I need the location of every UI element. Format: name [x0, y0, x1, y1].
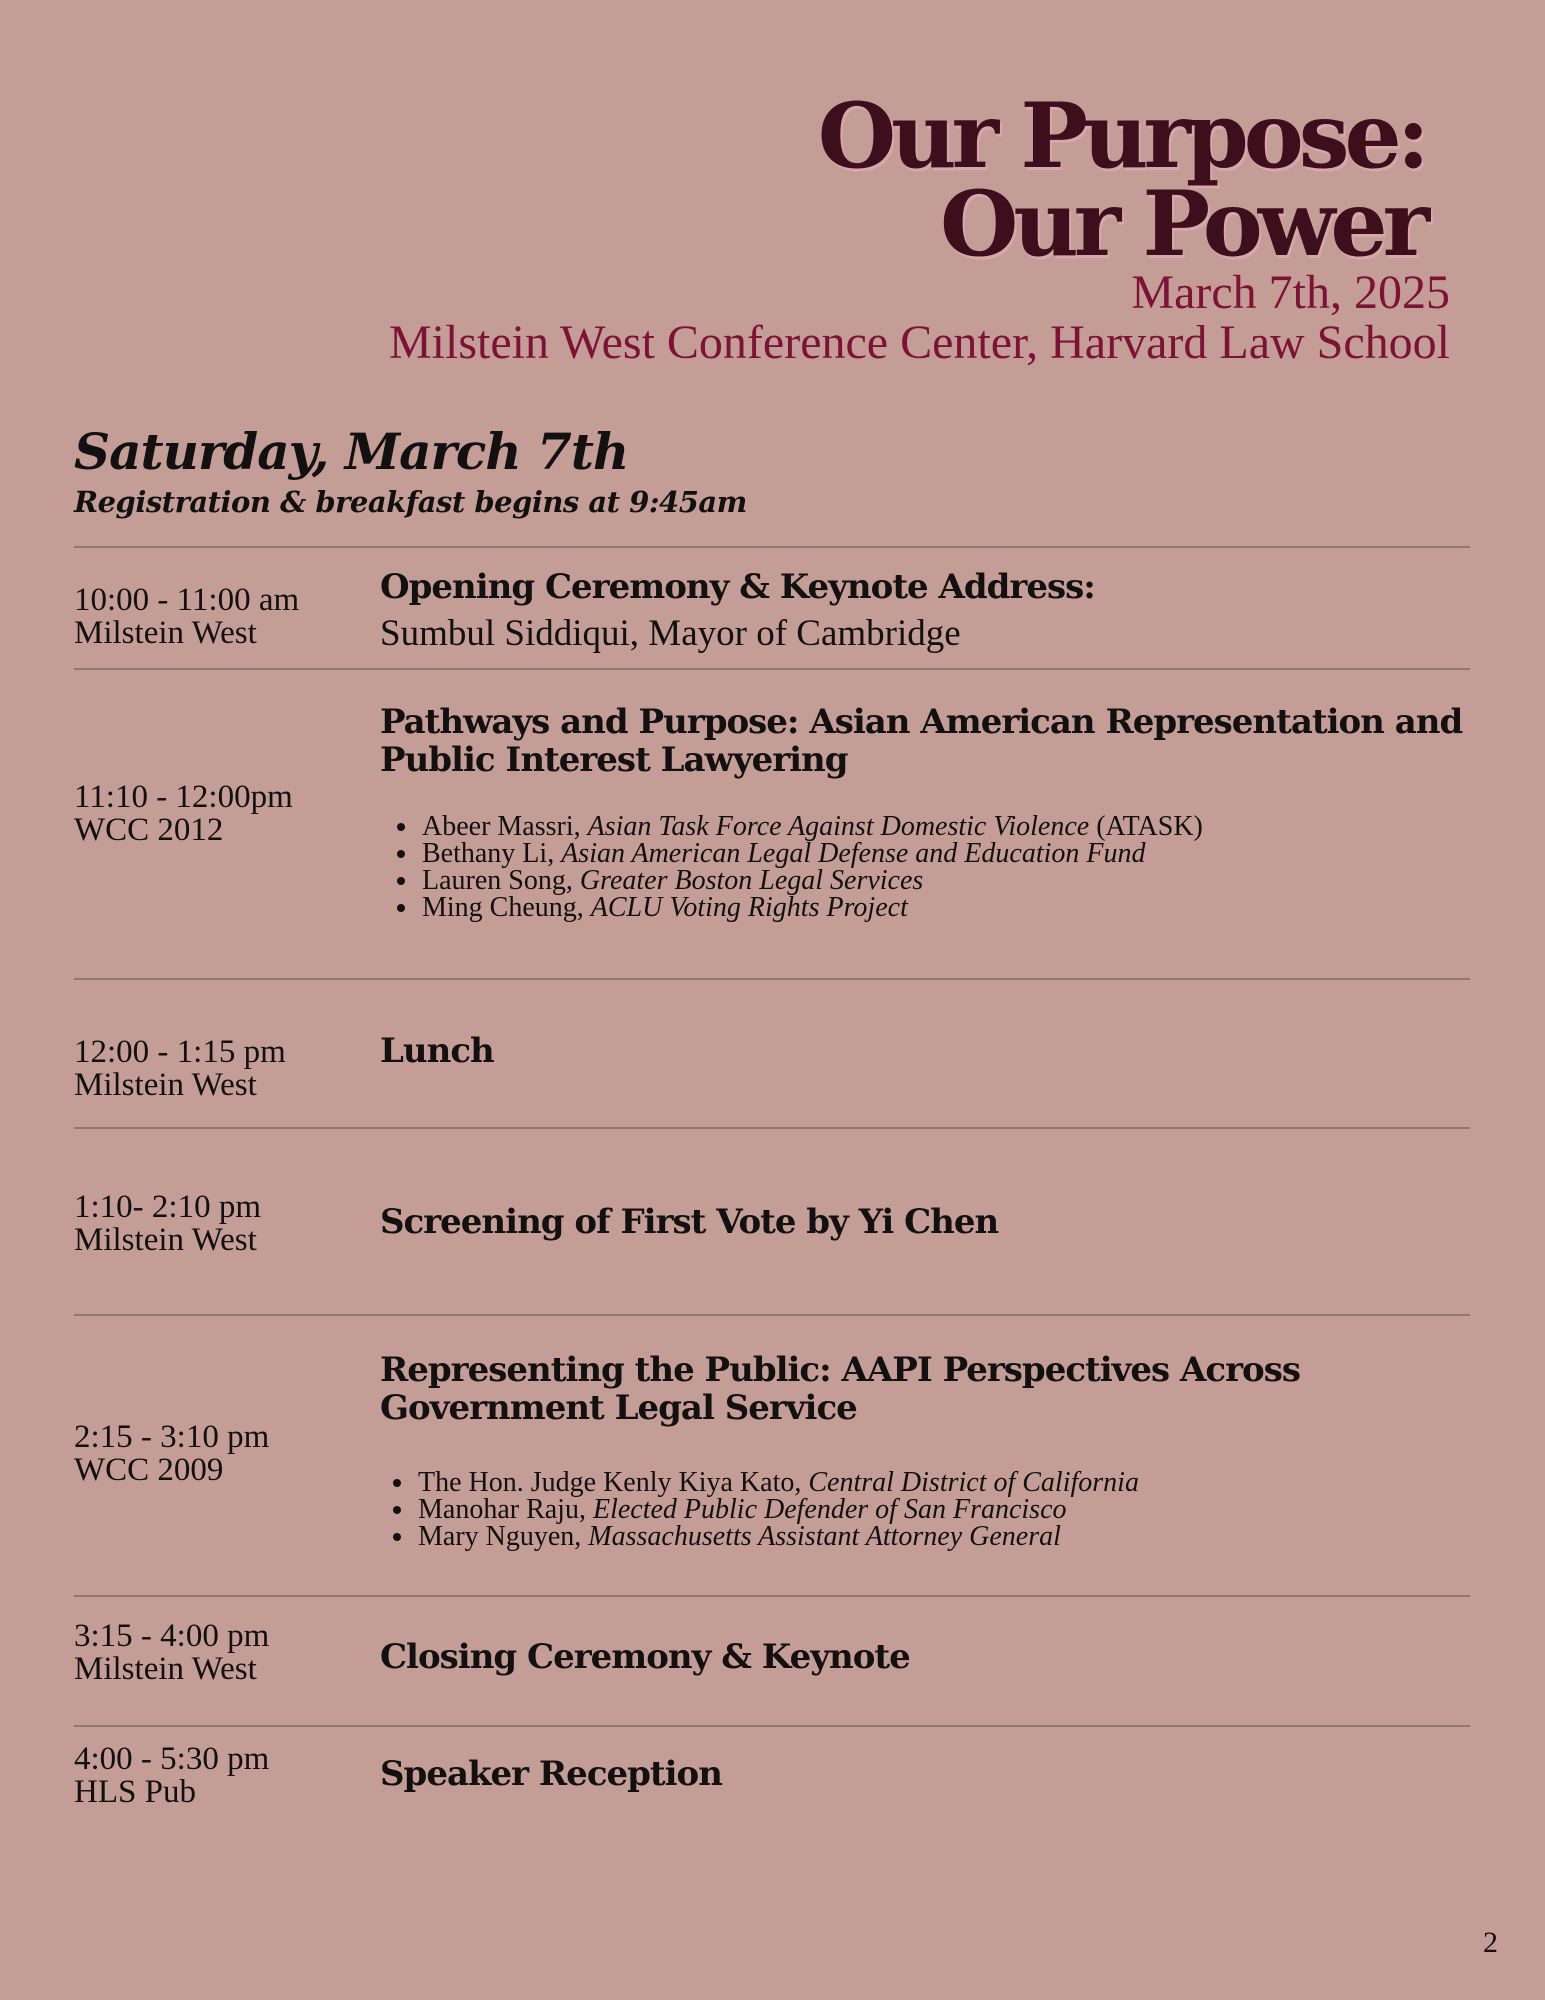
session-details — [380, 1032, 1470, 1070]
registration-note: Registration & breakfast begins at 9:45am — [74, 485, 747, 519]
event-date: March 7th, 2025 — [1131, 266, 1450, 319]
speaker-org: Elected Public Defender of San Francisco — [592, 1494, 1067, 1525]
session-details — [380, 568, 1470, 656]
divider — [74, 546, 1470, 548]
session-time: 10:00 - 11:00 am — [74, 582, 300, 618]
session-time-block — [74, 584, 299, 650]
session-time: 11:10 - 12:00pm — [74, 779, 293, 815]
speaker-org-abbr: (ATASK) — [1096, 811, 1203, 842]
title-line-1: Our Purpose: — [817, 83, 1425, 189]
session-time-block — [74, 1743, 269, 1809]
divider — [74, 668, 1470, 670]
session-location: WCC 2009 — [74, 1452, 224, 1488]
speaker-name: Ming Cheung, — [422, 892, 584, 923]
session-location: WCC 2012 — [74, 812, 224, 848]
session-location: Milstein West — [74, 1067, 257, 1103]
divider — [74, 1314, 1470, 1316]
session-time-block — [74, 781, 293, 847]
speaker-name: The Hon. Judge Kenly Kiya Kato, — [418, 1467, 802, 1498]
session-title: Screening of First Vote by Yi Chen — [380, 1202, 999, 1242]
speaker-name: Abeer Massri, — [422, 811, 581, 842]
speaker-name: Lauren Song, — [422, 865, 573, 896]
divider — [74, 1595, 1470, 1597]
session-location: Milstein West — [74, 615, 257, 651]
divider — [74, 1725, 1470, 1727]
speaker-list — [380, 813, 1470, 921]
divider — [74, 978, 1470, 980]
session-details — [380, 1755, 1470, 1793]
speaker-name: Bethany Li, — [422, 838, 555, 869]
speaker-item — [420, 867, 1470, 894]
speaker-org: Asian Task Force Against Domestic Violence — [587, 811, 1090, 842]
speaker-org: Asian American Legal Defense and Education Fund — [561, 838, 1146, 869]
session-title-line: Public Interest Lawyering — [380, 740, 848, 780]
session-time: 2:15 - 3:10 pm — [74, 1419, 270, 1455]
speaker-item — [416, 1523, 1470, 1550]
speaker-org: Central District of California — [808, 1467, 1139, 1498]
session-details — [380, 1638, 1470, 1676]
speaker-org: Greater Boston Legal Services — [579, 865, 924, 896]
day-heading — [74, 422, 747, 522]
session-time-block — [74, 1036, 286, 1102]
speaker-name: Manohar Raju, — [418, 1494, 586, 1525]
session-details — [380, 703, 1470, 921]
session-location: Milstein West — [74, 1222, 257, 1258]
session-location: HLS Pub — [74, 1774, 196, 1810]
session-time: 1:10- 2:10 pm — [74, 1189, 261, 1225]
session-speaker: Sumbul Siddiqui, Mayor of Cambridge — [380, 613, 961, 654]
session-time-block — [74, 1421, 269, 1487]
session-details — [380, 1203, 1470, 1241]
session-time: 3:15 - 4:00 pm — [74, 1618, 270, 1654]
speaker-item — [420, 813, 1470, 840]
session-location: Milstein West — [74, 1651, 257, 1687]
speaker-org: Massachusetts Assistant Attorney General — [588, 1521, 1061, 1552]
session-title: Speaker Reception — [380, 1754, 722, 1794]
session-title-line: Pathways and Purpose: Asian American Representation and — [380, 702, 1463, 742]
speaker-name: Mary Nguyen, — [418, 1521, 582, 1552]
session-details — [380, 1351, 1470, 1550]
day-title: Saturday, March 7th — [74, 422, 629, 481]
session-time: 12:00 - 1:15 pm — [74, 1034, 286, 1070]
speaker-item — [416, 1496, 1470, 1523]
title-line-2: Our Power — [939, 171, 1425, 277]
speaker-item — [416, 1469, 1470, 1496]
speaker-list — [380, 1469, 1470, 1550]
speaker-item — [420, 840, 1470, 867]
page-header — [250, 83, 1450, 369]
speaker-item — [420, 894, 1470, 921]
session-title: Lunch — [380, 1031, 494, 1071]
divider — [74, 1127, 1470, 1129]
session-title — [380, 703, 1470, 779]
session-time: 4:00 - 5:30 pm — [74, 1741, 270, 1777]
session-title: Closing Ceremony & Keynote — [380, 1637, 910, 1677]
speaker-org: ACLU Voting Rights Project — [590, 892, 908, 923]
page-number: 2 — [1483, 1926, 1498, 1959]
event-title — [250, 83, 1425, 277]
session-title: Opening Ceremony & Keynote Address: — [380, 567, 1095, 607]
session-title-line: Government Legal Service — [380, 1388, 857, 1428]
session-time-block — [74, 1620, 269, 1686]
session-time-block — [74, 1191, 261, 1257]
session-title-line: Representing the Public: AAPI Perspectives Across — [380, 1350, 1300, 1390]
event-venue: Milstein West Conference Center, Harvard Law School — [388, 316, 1450, 369]
session-title — [380, 1351, 1470, 1427]
